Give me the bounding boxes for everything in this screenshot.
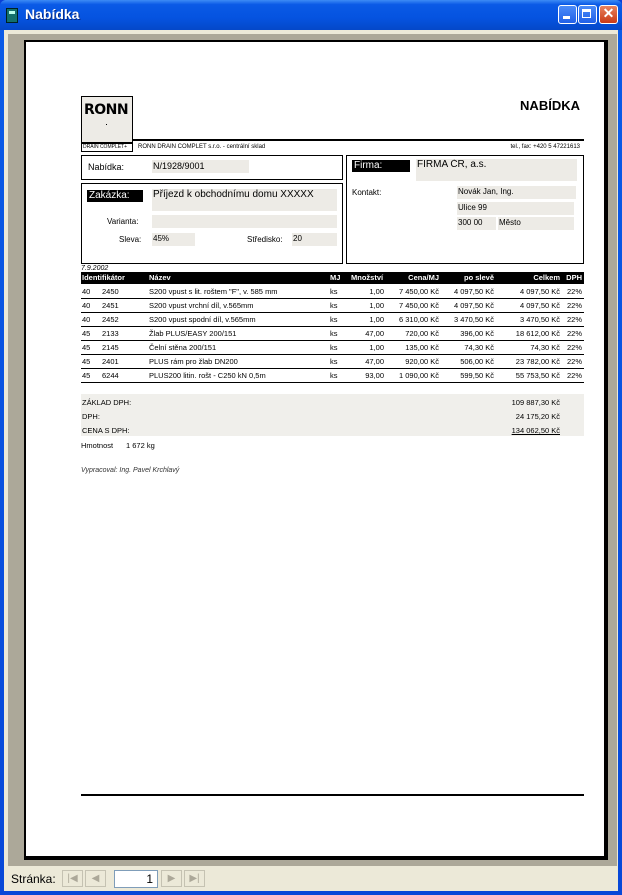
cell-qty: 1,00	[369, 301, 384, 310]
cell-name: Žlab PLUS/EASY 200/151	[149, 329, 237, 338]
customer-label: Firma:	[352, 160, 410, 172]
page-navigation	[4, 866, 618, 891]
logo-brand: RONN	[84, 102, 129, 118]
prepared-by: Vypracoval: Ing. Pavel Krchlavý	[81, 467, 180, 474]
cell-qty: 47,00	[365, 357, 384, 366]
total-value: 134 062,50 Kč	[511, 426, 560, 435]
table-row	[81, 341, 584, 355]
cell-name: Čelní stěna 200/151	[149, 343, 217, 352]
phone-line: tel., fax: +420 5 47221613	[510, 144, 580, 150]
offer-label: Nabídka:	[88, 162, 125, 172]
cell-grp: 45	[82, 343, 91, 352]
minimize-button[interactable]	[558, 5, 577, 24]
report-date: 7.9.2002	[81, 265, 109, 272]
table-row	[81, 313, 584, 327]
cell-id: 2133	[102, 329, 119, 338]
col-mj: MJ	[330, 273, 341, 282]
logo-dot	[106, 124, 107, 125]
variant-label: Varianta:	[107, 217, 139, 226]
first-page-button[interactable]: |◀	[62, 870, 83, 887]
cell-total: 4 097,50 Kč	[519, 287, 560, 296]
table-header	[81, 272, 584, 284]
cell-total: 55 753,50 Kč	[515, 371, 560, 380]
company-logo	[81, 96, 133, 143]
weight-value: 1 672 kg	[126, 441, 155, 450]
footer-rule	[81, 794, 584, 796]
job-label: Zakázka:	[87, 190, 143, 202]
cell-mj: ks	[330, 357, 338, 366]
table-row	[81, 355, 584, 369]
cell-grp: 45	[82, 329, 91, 338]
cell-total: 74,30 Kč	[530, 343, 560, 352]
cell-qty: 1,00	[369, 315, 384, 324]
cell-qty: 93,00	[365, 371, 384, 380]
col-qty: Množství	[351, 273, 384, 282]
vat-label: DPH:	[82, 412, 100, 421]
cell-id: 2451	[102, 301, 119, 310]
contact-label: Kontakt:	[352, 188, 382, 197]
offer-number: N/1928/9001	[152, 160, 249, 173]
last-page-button[interactable]: ▶|	[184, 870, 205, 887]
cell-total: 3 470,50 Kč	[519, 315, 560, 324]
cell-name: PLUS rám pro žlab DN200	[149, 357, 238, 366]
table-row	[81, 369, 584, 383]
col-disc: po slevě	[463, 273, 494, 282]
cell-mj: ks	[330, 287, 338, 296]
discount-value: 45%	[152, 233, 195, 246]
cell-disc: 4 097,50 Kč	[453, 301, 494, 310]
cell-name: S200 vpust spodní díl, v.565mm	[149, 315, 256, 324]
cell-mj: ks	[330, 315, 338, 324]
table-row	[81, 327, 584, 341]
logo-subtitle: DRAIN COMPLET+	[81, 143, 133, 152]
title-bar[interactable]	[0, 0, 622, 30]
col-name: Název	[149, 273, 171, 282]
cell-price: 135,00 Kč	[405, 343, 439, 352]
cell-vat: 22%	[566, 315, 582, 324]
app-icon	[6, 8, 18, 23]
cell-qty: 1,00	[369, 287, 384, 296]
cell-price: 720,00 Kč	[405, 329, 439, 338]
col-id: Identifikátor	[82, 273, 125, 282]
center-value: 20	[292, 233, 337, 246]
cell-name: S200 vpust s lit. roštem "F", v. 585 mm	[149, 287, 278, 296]
cell-qty: 1,00	[369, 343, 384, 352]
city: Město	[498, 217, 574, 230]
cell-vat: 22%	[566, 329, 582, 338]
maximize-button[interactable]	[578, 5, 597, 24]
cell-disc: 599,50 Kč	[460, 371, 494, 380]
col-total: Celkem	[533, 273, 560, 282]
base-label: ZÁKLAD DPH:	[82, 398, 132, 407]
report-viewport[interactable]	[8, 34, 617, 866]
contact-name: Novák Jan, Ing.	[457, 186, 576, 199]
cell-vat: 22%	[566, 371, 582, 380]
job-value: Příjezd k obchodnímu domu XXXXX	[152, 189, 337, 211]
cell-id: 2450	[102, 287, 119, 296]
cell-disc: 506,00 Kč	[460, 357, 494, 366]
cell-mj: ks	[330, 301, 338, 310]
col-price: Cena/MJ	[408, 273, 439, 282]
prev-page-button[interactable]: ◀	[85, 870, 106, 887]
table-row	[81, 285, 584, 299]
page-label: Stránka:	[11, 872, 56, 886]
total-label: CENA S DPH:	[82, 426, 130, 435]
company-line: RONN DRAIN COMPLET s.r.o. - centrální sklad	[138, 144, 266, 150]
cell-id: 2452	[102, 315, 119, 324]
cell-mj: ks	[330, 371, 338, 380]
cell-id: 2145	[102, 343, 119, 352]
cell-qty: 47,00	[365, 329, 384, 338]
customer-name: FIRMA ČR, a.s.	[416, 159, 577, 181]
center-label: Středisko:	[247, 235, 283, 244]
weight-label: Hmotnost	[81, 441, 114, 450]
vat-value: 24 175,20 Kč	[515, 412, 560, 421]
col-vat: DPH	[566, 273, 582, 282]
close-button[interactable]	[599, 5, 618, 24]
variant-value	[152, 215, 337, 228]
document-title: NABÍDKA	[520, 98, 580, 113]
cell-grp: 45	[82, 357, 91, 366]
cell-id: 6244	[102, 371, 119, 380]
cell-name: S200 vpust vrchní díl, v.565mm	[149, 301, 254, 310]
cell-disc: 3 470,50 Kč	[453, 315, 494, 324]
cell-price: 920,00 Kč	[405, 357, 439, 366]
cell-total: 23 782,00 Kč	[515, 357, 560, 366]
cell-total: 4 097,50 Kč	[519, 301, 560, 310]
totals-block	[81, 394, 584, 436]
cell-price: 1 090,00 Kč	[398, 371, 439, 380]
next-page-button[interactable]: ▶	[161, 870, 182, 887]
cell-vat: 22%	[566, 357, 582, 366]
offer-box	[81, 155, 343, 180]
discount-label: Sleva:	[119, 235, 142, 244]
client-area	[4, 30, 618, 891]
cell-grp: 40	[82, 315, 91, 324]
page-number-input[interactable]: 1	[114, 870, 158, 888]
cell-grp: 45	[82, 371, 91, 380]
job-box	[81, 183, 343, 264]
window-title: Nabídka	[25, 6, 80, 22]
cell-total: 18 612,00 Kč	[515, 329, 560, 338]
cell-disc: 4 097,50 Kč	[453, 287, 494, 296]
cell-disc: 396,00 Kč	[460, 329, 494, 338]
cell-price: 7 450,00 Kč	[398, 301, 439, 310]
base-value: 109 887,30 Kč	[511, 398, 560, 407]
cell-price: 6 310,00 Kč	[398, 315, 439, 324]
close-icon: ✕	[602, 5, 615, 21]
street: Ulice 99	[457, 202, 574, 215]
cell-vat: 22%	[566, 343, 582, 352]
cell-grp: 40	[82, 287, 91, 296]
cell-vat: 22%	[566, 301, 582, 310]
cell-grp: 40	[82, 301, 91, 310]
cell-name: PLUS200 litin. rošt - C250 kN 0,5m	[149, 371, 266, 380]
table-row	[81, 299, 584, 313]
cell-id: 2401	[102, 357, 119, 366]
cell-mj: ks	[330, 329, 338, 338]
report-page	[24, 40, 608, 860]
cell-mj: ks	[330, 343, 338, 352]
header-rule	[133, 139, 584, 141]
customer-box	[346, 155, 584, 264]
cell-disc: 74,30 Kč	[464, 343, 494, 352]
zip: 300 00	[457, 217, 496, 230]
cell-vat: 22%	[566, 287, 582, 296]
cell-price: 7 450,00 Kč	[398, 287, 439, 296]
